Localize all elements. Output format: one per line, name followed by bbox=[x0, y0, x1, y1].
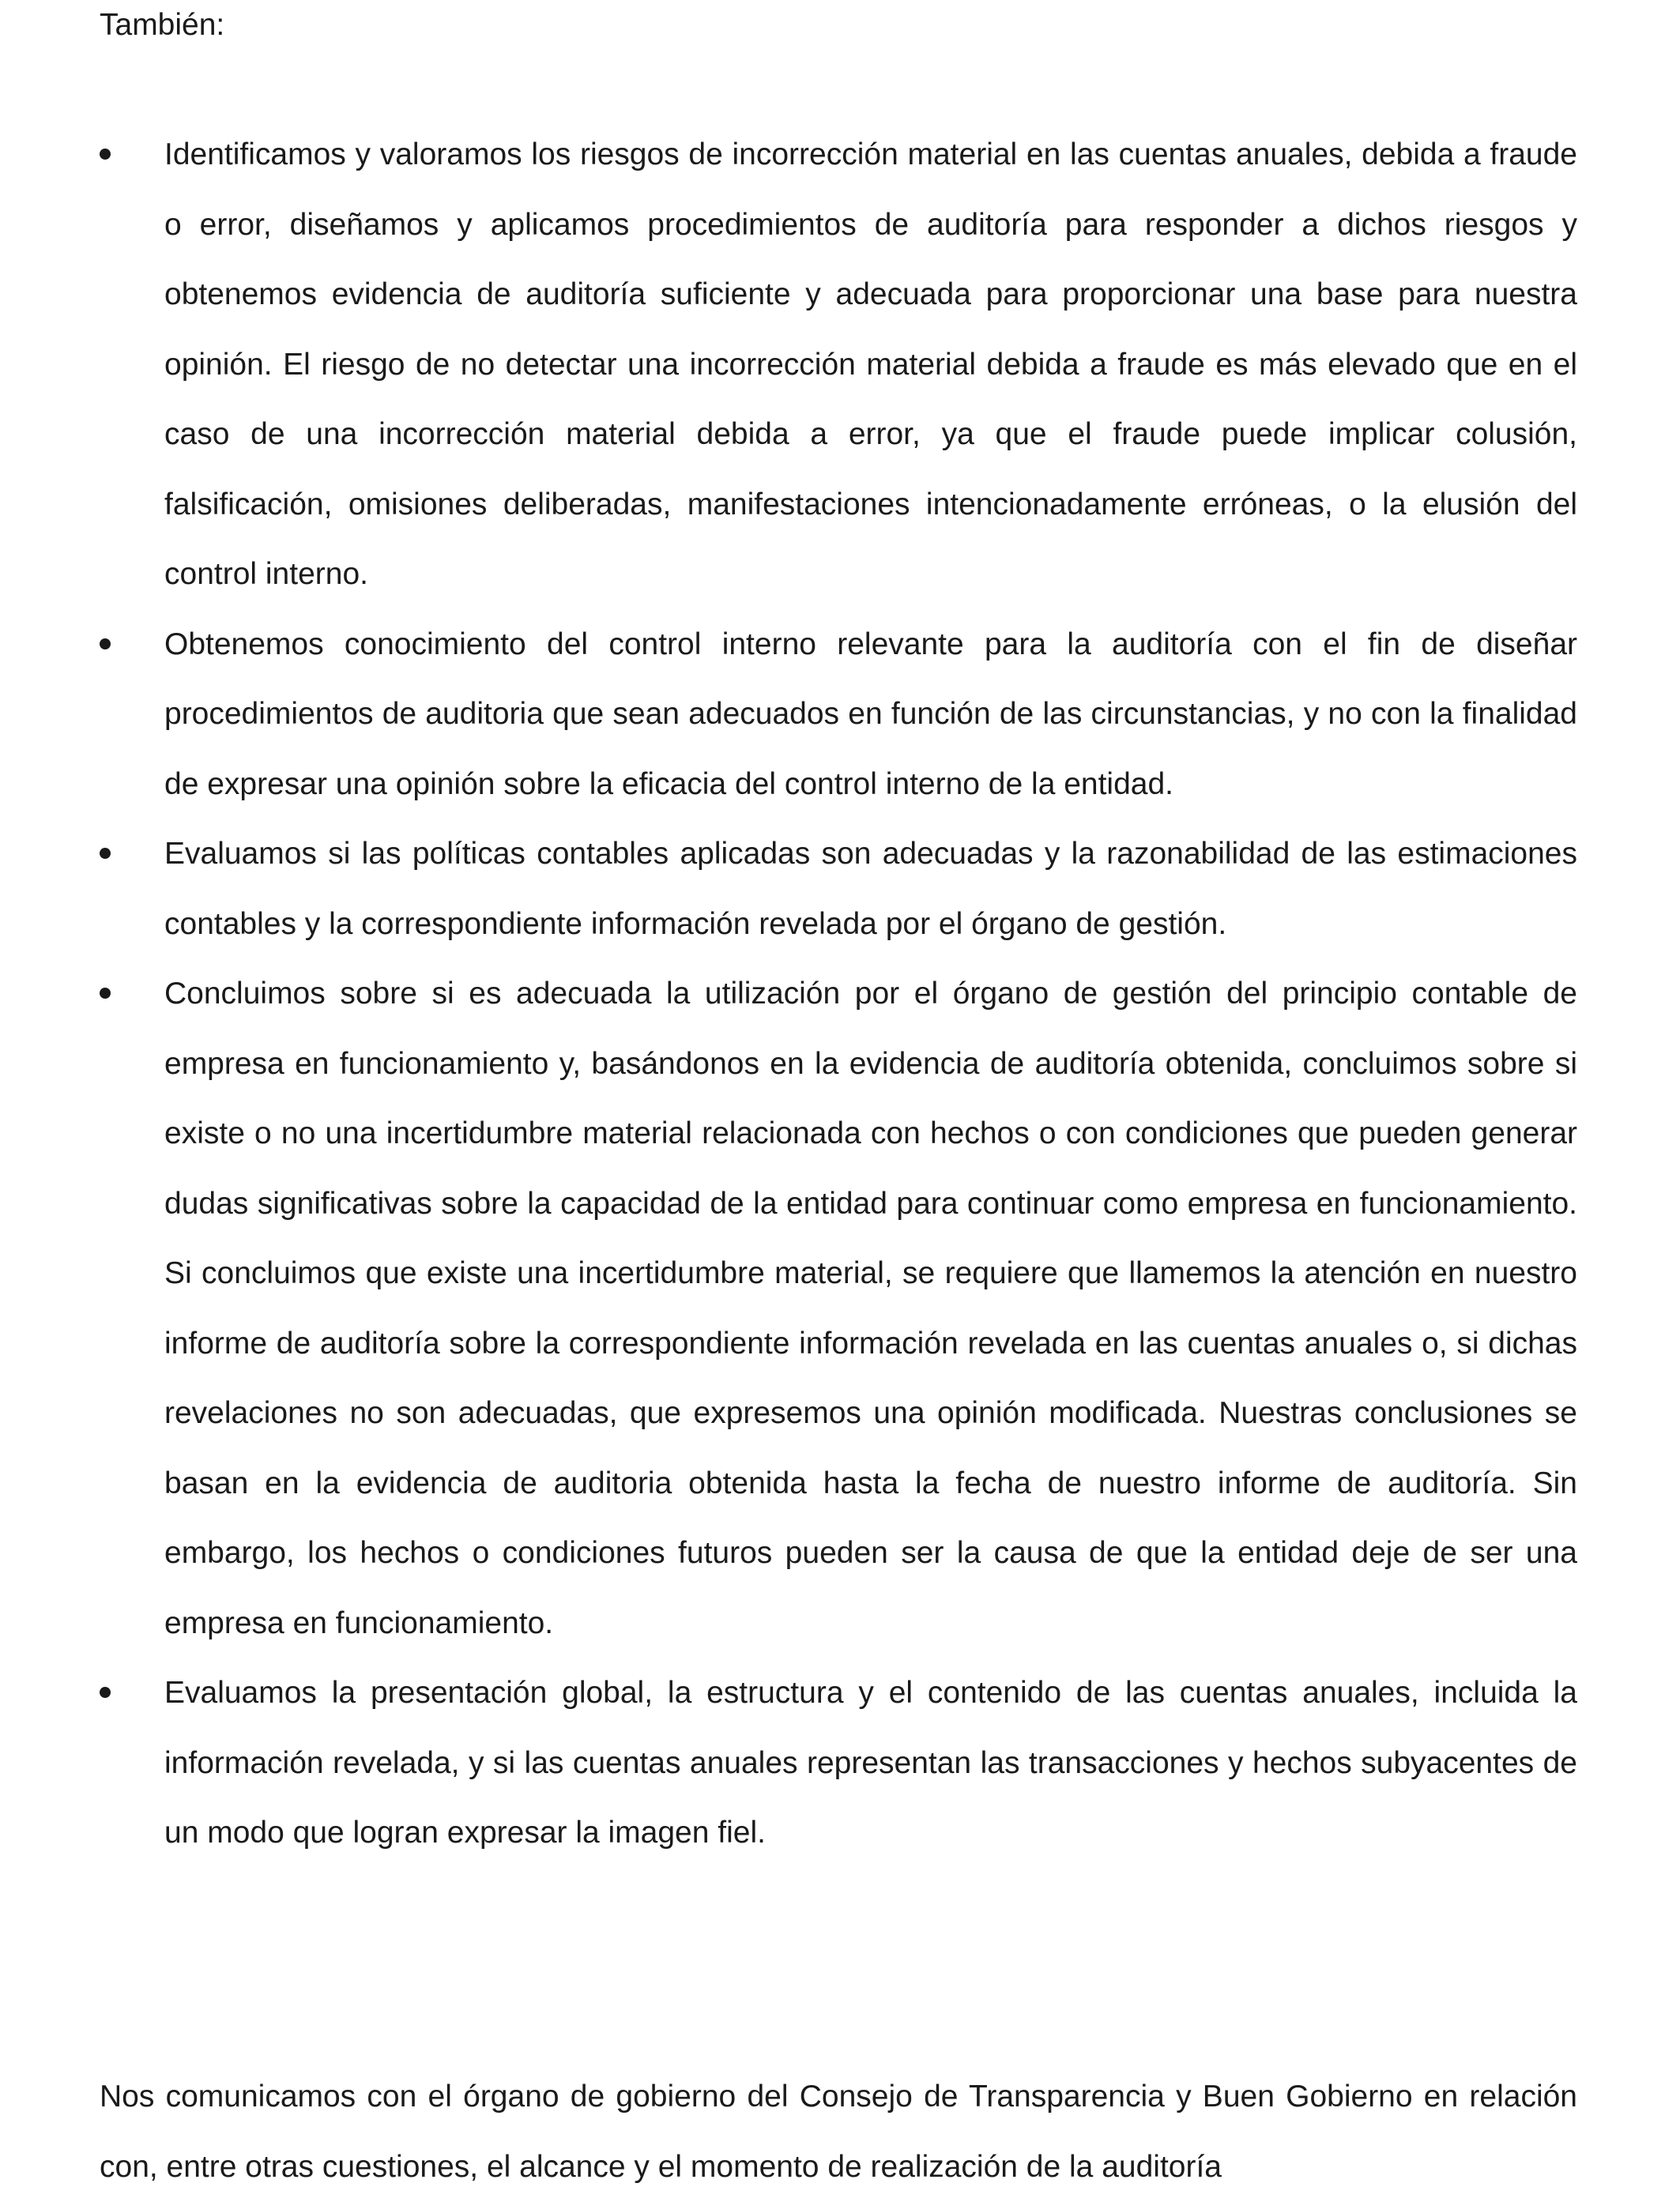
bullet-text: Obtenemos conocimiento del control interno relevante para la auditoría con el fin de diseñar procedimientos de auditoria que sean adecuados en función de las circunstancias, y no con la finalidad de expresar una opinión sobre la eficacia del control interno de la entidad. bbox=[164, 627, 1577, 801]
bullet-item bbox=[100, 610, 1577, 820]
bullet-text: Evaluamos si las políticas contables aplicadas son adecuadas y la razonabilidad de las estimaciones contables y la correspondiente información revelada por el órgano de gestión. bbox=[164, 837, 1577, 941]
bullet-dot-icon bbox=[100, 1687, 111, 1698]
bullet-text: Evaluamos la presentación global, la estructura y el contenido de las cuentas anuales, incluida la información revelada, y si las cuentas anuales representan las transacciones y hechos subyacentes de un modo que logran expresar la imagen fiel. bbox=[164, 1676, 1577, 1850]
bullet-dot-icon bbox=[100, 848, 111, 859]
bullet-text: Concluimos sobre si es adecuada la utilización por el órgano de gestión del principio contable de empresa en funcionamiento y, basándonos en la evidencia de auditoría obtenida, concluimos sobre si existe o no una incertidumbre material relacionada con hechos o con condiciones que pueden generar dudas significativas sobre la capacidad de la entidad para continuar como empresa en funcionamiento. Si concluimos que existe una incertidumbre material, se requiere que llamemos la atención en nuestro informe de auditoría sobre la correspondiente información revelada en las cuentas anuales o, si dichas revelaciones no son adecuadas, que expresemos una opinión modificada. Nuestras conclusiones se basan en la evidencia de auditoria obtenida hasta la fecha de nuestro informe de auditoría. Sin embargo, los hechos o condiciones futuros pueden ser la causa de que la entidad deje de ser una empresa en funcionamiento. bbox=[164, 977, 1577, 1640]
bullet-dot-icon bbox=[100, 149, 111, 160]
bullet-text: Identificamos y valoramos los riesgos de incorrección material en las cuentas anuales, debida a fraude o error, diseñamos y aplicamos procedimientos de auditoría para responder a dichos riesgos y obtenemos evidencia de auditoría suficiente y adecuada para proporcionar una base para nuestra opinión. El riesgo de no detectar una incorrección material debida a fraude es más elevado que en el caso de una incorrección material debida a error, ya que el fraude puede implicar colusión, falsificación, omisiones deliberadas, manifestaciones intencionadamente erróneas, o la elusión del control interno. bbox=[164, 137, 1577, 591]
intro-text: También: bbox=[100, 8, 225, 42]
bullet-item bbox=[100, 120, 1577, 610]
bullet-item bbox=[100, 959, 1577, 1658]
bullet-list bbox=[100, 120, 1577, 1869]
bullet-dot-icon bbox=[100, 638, 111, 649]
bullet-item bbox=[100, 1658, 1577, 1869]
bullet-item bbox=[100, 819, 1577, 959]
closing-paragraph: Nos comunicamos con el órgano de gobierno del Consejo de Transparencia y Buen Gobierno en relación con, entre otras cuestiones, el alcance y el momento de realización de la auditoría bbox=[100, 2080, 1577, 2184]
bullet-dot-icon bbox=[100, 988, 111, 999]
